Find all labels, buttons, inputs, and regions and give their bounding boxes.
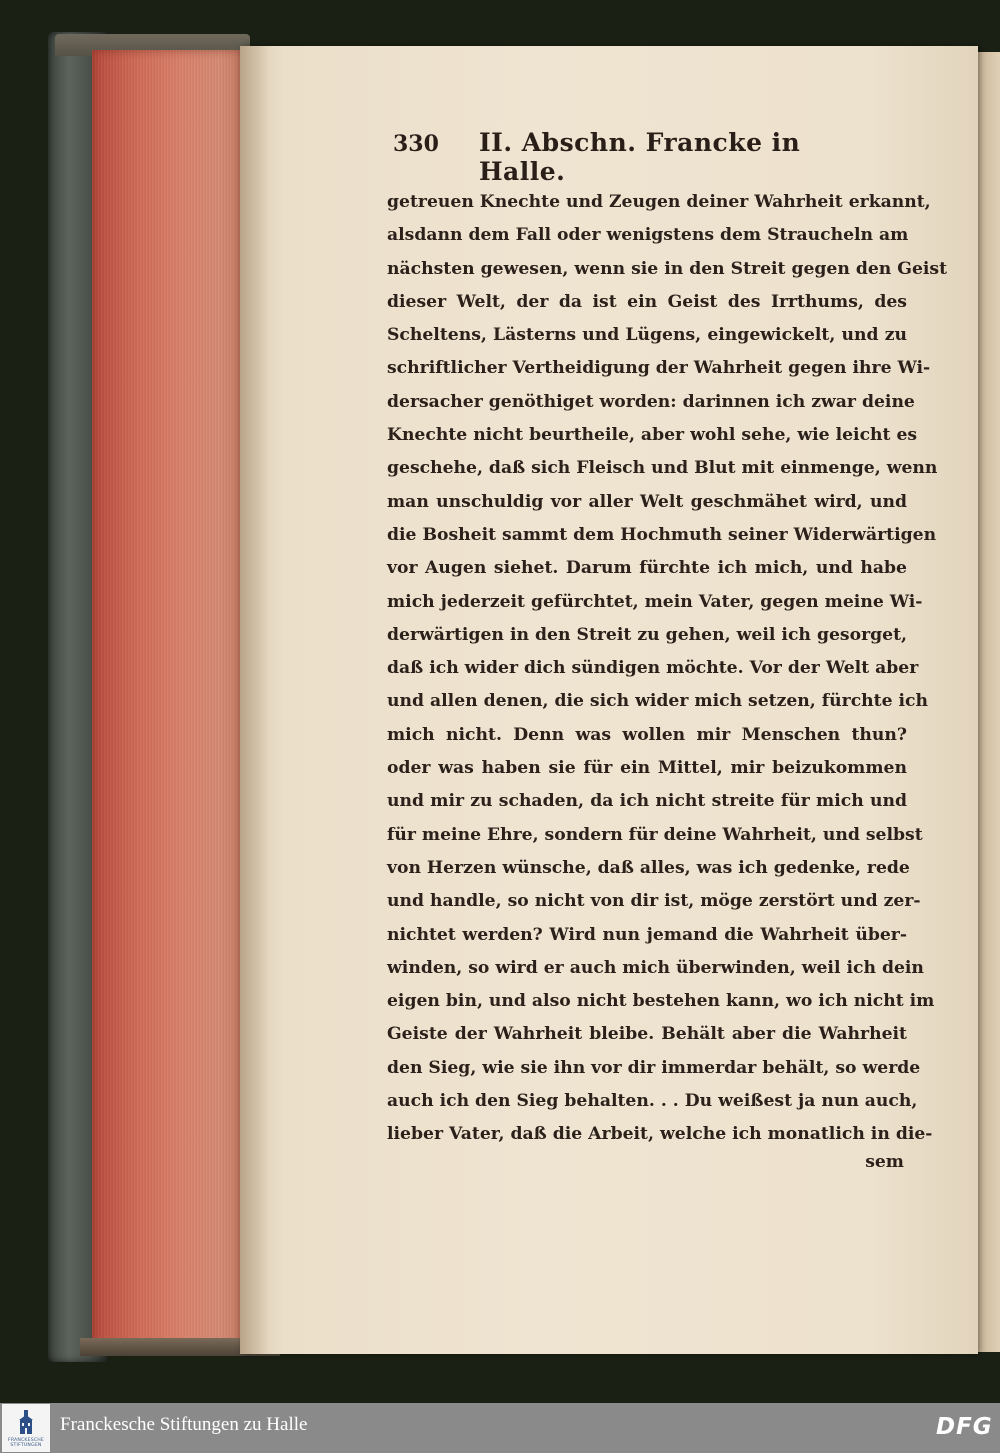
- text-line: mich jederzeit gefürchtet, mein Vater, gegen meine Wi-: [387, 591, 923, 612]
- running-head: II. Abschn. Francke in Halle.: [478, 128, 801, 186]
- next-page-edge: [976, 52, 1000, 1352]
- gutter-shadow: [240, 46, 270, 1354]
- text-line: den Sieg, wie sie ihn vor dir immerdar behält, so werde: [387, 1057, 921, 1078]
- text-line: schriftlicher Vertheidigung der Wahrheit gegen ihre Wi-: [387, 358, 931, 379]
- text-line: daß ich wider dich sündigen möchte. Vor der Welt aber: [387, 658, 919, 679]
- text-line: Scheltens, Lästerns und Lügens, eingewickelt, und zu: [387, 325, 907, 346]
- text-line: und allen denen, die sich wider mich setzen, fürchte ich: [387, 691, 929, 712]
- text-line: oder was haben sie für ein Mittel, mir beizukommen: [387, 758, 907, 779]
- text-line: nächsten gewesen, wenn sie in den Streit gegen den Geist: [387, 258, 948, 279]
- text-line: alsdann dem Fall oder wenigstens dem Straucheln am: [387, 225, 909, 246]
- text-line: dieser Welt, der da ist ein Geist des Irrthums, des: [387, 291, 907, 312]
- text-line: Geiste der Wahrheit bleibe. Behält aber die Wahrheit: [387, 1024, 907, 1045]
- logo-text: [2, 1438, 50, 1448]
- text-line: und mir zu schaden, da ich nicht streite für mich und: [387, 791, 907, 812]
- body-text: [387, 186, 948, 1152]
- institution-logo: [2, 1404, 50, 1452]
- text-line: mich nicht. Denn was wollen mir Menschen thun?: [387, 724, 907, 745]
- institution-name: Franckesche Stiftungen zu Halle: [60, 1414, 308, 1435]
- page-header: [393, 128, 833, 186]
- text-line: Knechte nicht beurtheile, aber wohl sehe, wie leicht es: [387, 425, 918, 446]
- page-edges: [92, 50, 242, 1350]
- text-line: lieber Vater, daß die Arbeit, welche ich monatlich in die-: [387, 1124, 933, 1145]
- text-line: eigen bin, und also nicht bestehen kann, wo ich nicht im: [387, 991, 935, 1012]
- text-line: von Herzen wünsche, daß alles, was ich gedenke, rede: [387, 857, 910, 878]
- text-line: derwärtigen in den Streit zu gehen, weil ich gesorget,: [387, 624, 907, 645]
- text-line: und handle, so nicht von dir ist, möge zerstört und zer-: [387, 891, 921, 912]
- orphanage-building-icon: [18, 1410, 34, 1436]
- text-line: winden, so wird er auch mich überwinden, weil ich dein: [387, 957, 924, 978]
- text-line: nichtet werden? Wird nun jemand die Wahrheit über-: [387, 924, 907, 945]
- dfg-logo: DFG: [936, 1414, 993, 1440]
- logo-text-line2: STIFTUNGEN: [10, 1443, 42, 1449]
- text-line: auch ich den Sieg behalten. . . Du weißest ja nun auch,: [387, 1091, 918, 1112]
- text-line: vor Augen siehet. Darum fürchte ich mich, und habe: [387, 558, 907, 579]
- text-line: die Bosheit sammt dem Hochmuth seiner Widerwärtigen: [387, 524, 937, 545]
- text-line: getreuen Knechte und Zeugen deiner Wahrheit erkannt,: [387, 192, 931, 212]
- text-line: man unschuldig vor aller Welt geschmähet wird, und: [387, 491, 907, 512]
- logo-text-line1: FRANCKESCHE: [7, 1438, 45, 1443]
- text-line: dersacher genöthiget worden: darinnen ich zwar deine: [387, 391, 915, 412]
- text-line: für meine Ehre, sondern für deine Wahrheit, und selbst: [387, 824, 923, 845]
- page-number: 330: [393, 131, 439, 157]
- text-line: geschehe, daß sich Fleisch und Blut mit einmenge, wenn: [387, 458, 938, 479]
- catchword: sem: [865, 1152, 904, 1172]
